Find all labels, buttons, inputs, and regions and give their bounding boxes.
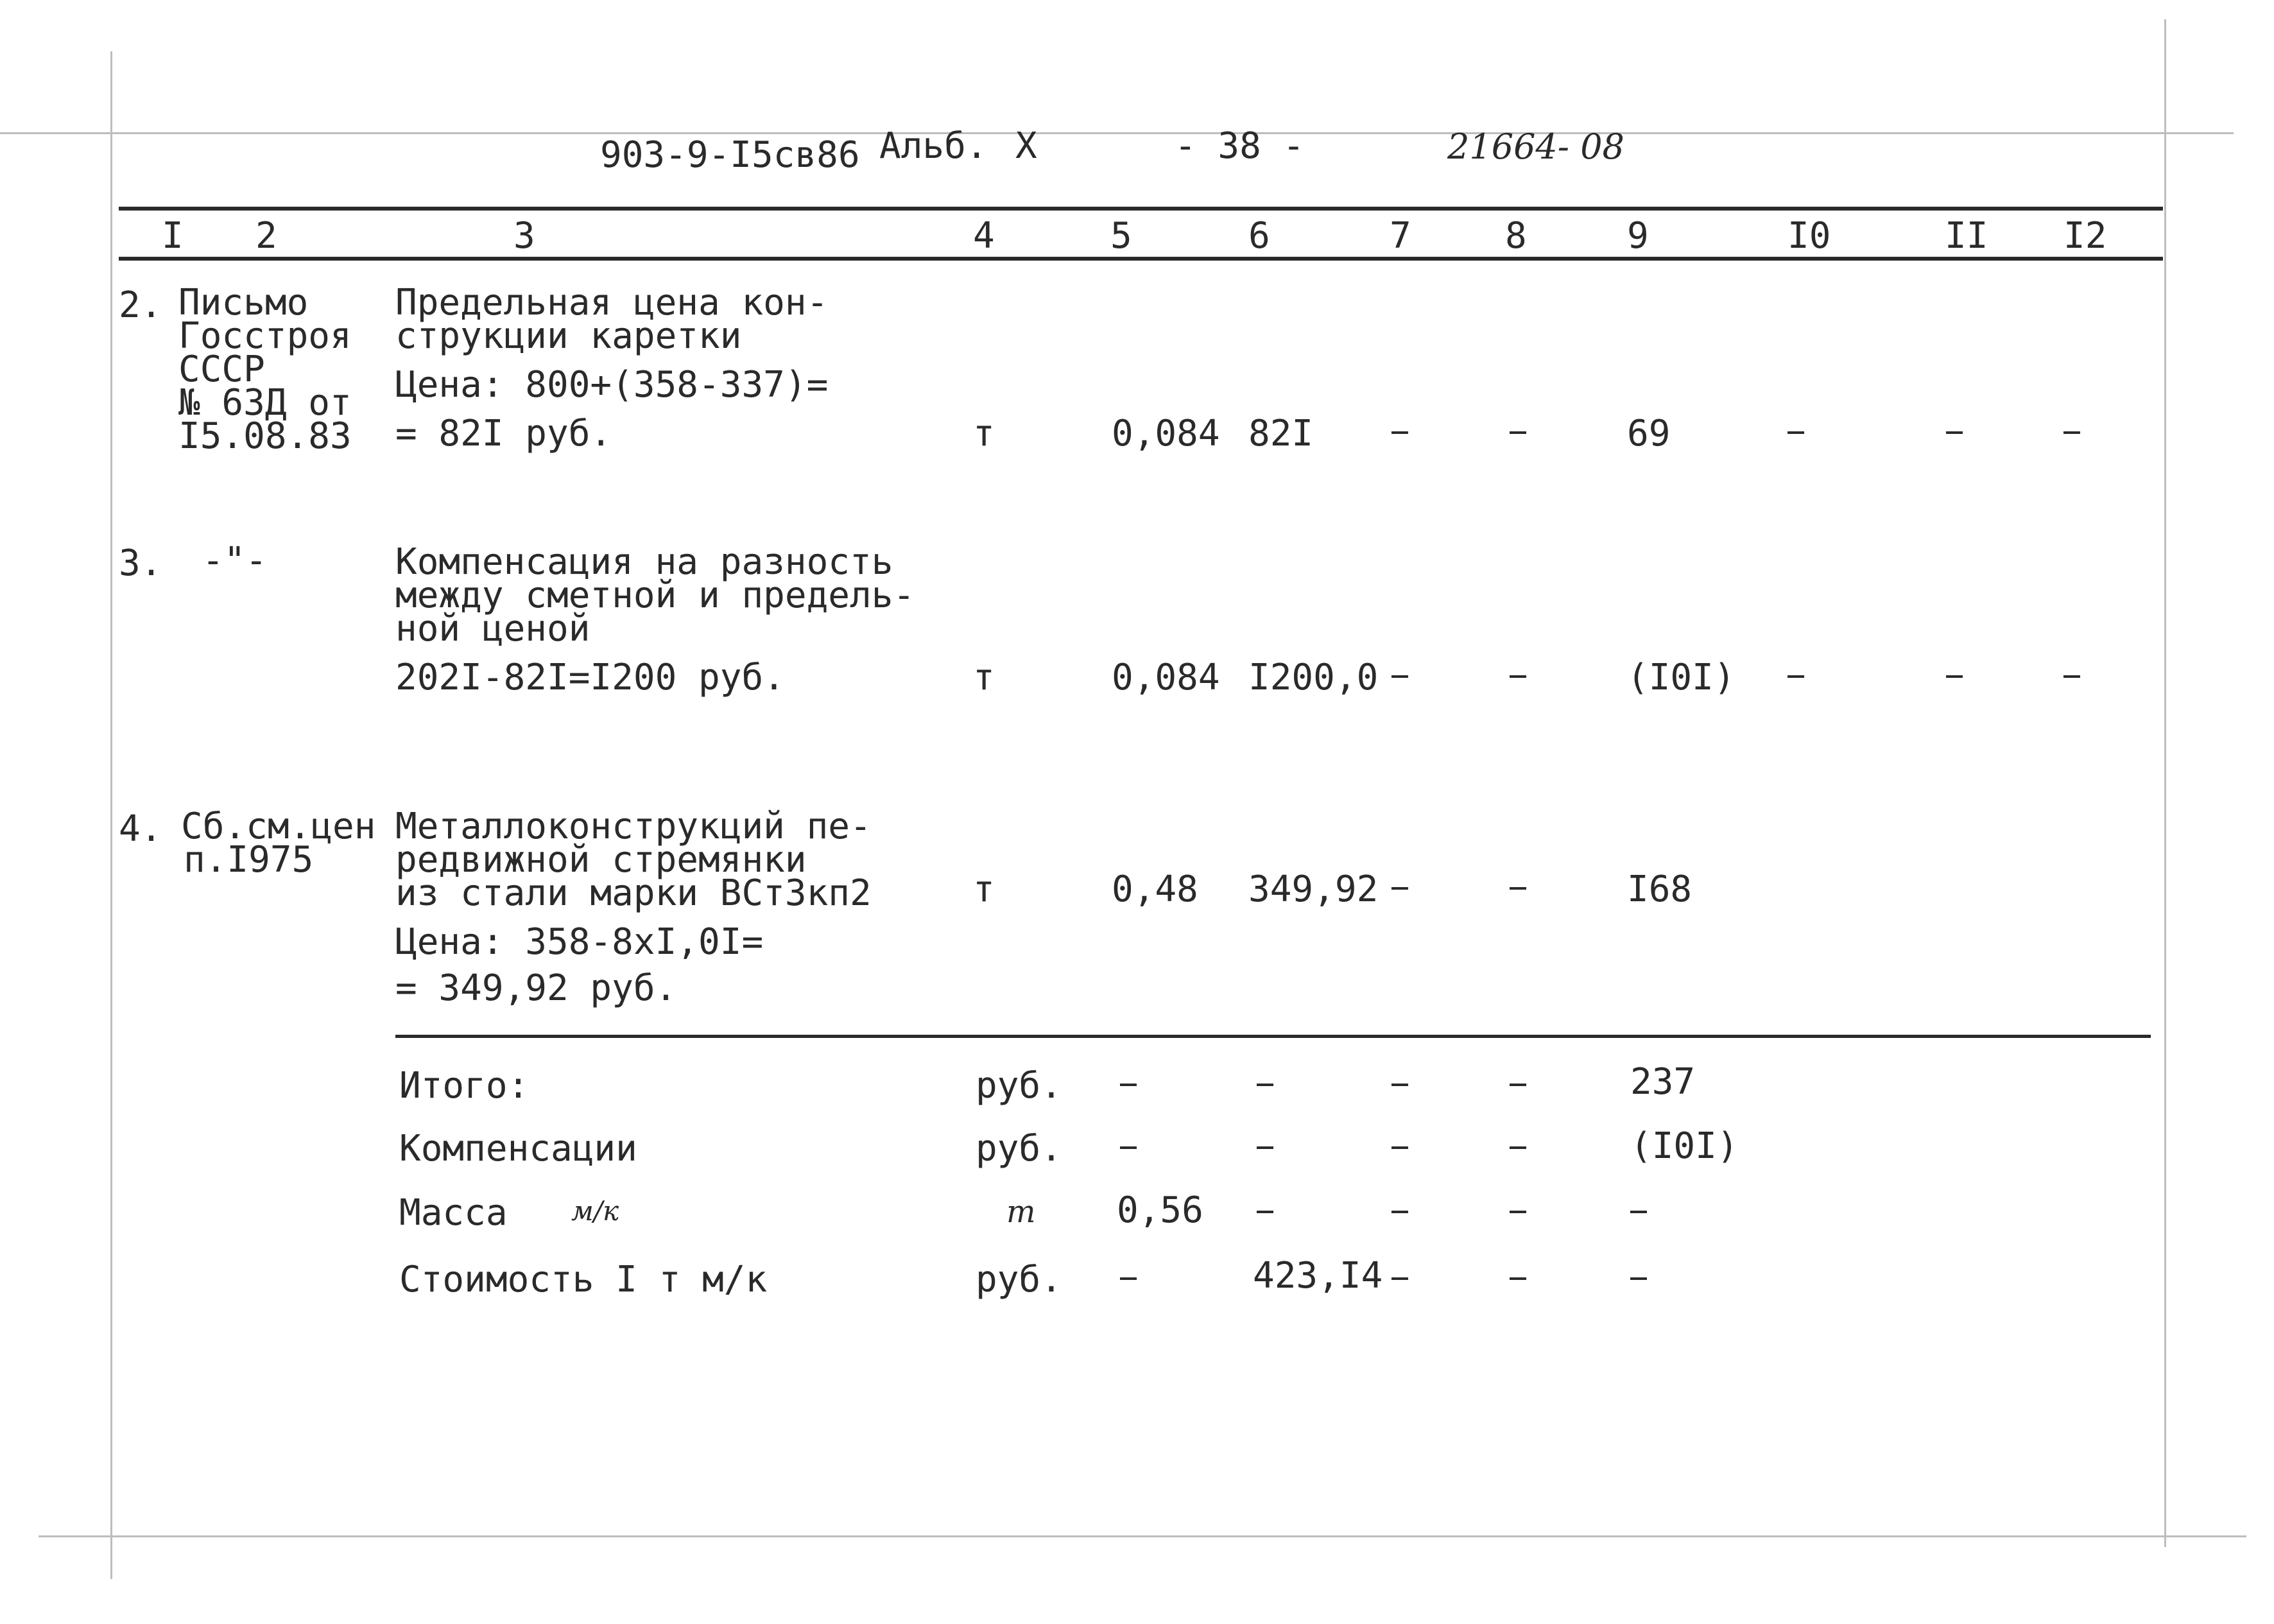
- row-unit: т: [973, 413, 995, 454]
- row-dash-11: [1946, 675, 1963, 678]
- row-quantity: 0,084: [1112, 657, 1220, 698]
- source-line: СССР: [178, 349, 265, 390]
- totals-rule: [395, 1035, 2151, 1038]
- totals-dash-5: [1120, 1277, 1137, 1280]
- row-number: 3.: [119, 542, 162, 584]
- totals-dash-9: [1630, 1277, 1647, 1280]
- row-description: [395, 806, 872, 914]
- totals-dash-5: [1120, 1084, 1137, 1086]
- source-line: I5.08.83: [178, 415, 352, 457]
- totals-dash-7: [1391, 1146, 1408, 1149]
- row-dash-10: [1787, 431, 1804, 434]
- description-line: Компенсация на разность: [395, 541, 893, 583]
- description-line: Металлоконструкций пе-: [395, 806, 872, 847]
- row-dash-10: [1787, 675, 1804, 678]
- totals-dash-8: [1510, 1277, 1526, 1280]
- col-head-4: 4: [973, 215, 995, 257]
- totals-dash-7: [1391, 1211, 1408, 1213]
- table-top-rule: [119, 207, 2163, 211]
- totals-cost: 237: [1630, 1061, 1696, 1103]
- totals-cost: (I0I): [1630, 1125, 1739, 1167]
- totals-unit: т: [1006, 1194, 1036, 1230]
- row-price: 82I: [1248, 413, 1314, 454]
- totals-dash-5: [1120, 1146, 1137, 1149]
- row-dash-7: [1391, 431, 1408, 434]
- totals-mass: 0,56: [1117, 1189, 1203, 1231]
- top-margin-line: [0, 132, 2234, 134]
- row-dash-11: [1946, 431, 1963, 434]
- source-line: Госстроя: [178, 315, 352, 357]
- totals-dash-7: [1391, 1084, 1408, 1086]
- row-dash-12: [2063, 431, 2080, 434]
- totals-unit: руб.: [976, 1128, 1062, 1170]
- row-quantity: 0,48: [1112, 868, 1198, 910]
- row-calc-line: Цена: 800+(358-337)=: [395, 364, 829, 406]
- row-dash-12: [2063, 675, 2080, 678]
- row-calc-line: = 82I руб.: [395, 413, 612, 454]
- description-line: из стали марки ВСт3кп2: [395, 872, 872, 914]
- col-head-7: 7: [1390, 215, 1411, 257]
- row-unit: т: [973, 868, 995, 910]
- left-margin-line: [110, 51, 112, 1579]
- totals-label: Итого:: [399, 1065, 530, 1107]
- description-line: Предельная цена кон-: [395, 282, 829, 324]
- row-dash-8: [1510, 431, 1526, 434]
- doc-code: 903-9-I5св86: [600, 134, 860, 176]
- totals-label: Компенсации: [399, 1128, 637, 1170]
- description-line: между сметной и предель-: [395, 574, 915, 616]
- source-line: Письмо: [178, 282, 309, 324]
- totals-unit: руб.: [976, 1065, 1062, 1107]
- row-number: 4.: [119, 808, 162, 850]
- album-label: Альб.: [879, 125, 988, 167]
- row-source: [181, 806, 376, 881]
- col-head-9: 9: [1627, 215, 1649, 257]
- col-head-3: 3: [513, 215, 535, 257]
- col-head-5: 5: [1110, 215, 1132, 257]
- row-quantity: 0,084: [1112, 413, 1220, 454]
- page-number: - 38 -: [1175, 125, 1305, 167]
- row-calc-line: = 349,92 руб.: [395, 967, 677, 1009]
- totals-dash-6: [1257, 1211, 1273, 1213]
- row-price: 349,92: [1248, 868, 1379, 910]
- source-line: Сб.см.цен: [181, 806, 376, 847]
- row-source: -"-: [202, 540, 268, 582]
- row-number: 2.: [119, 284, 162, 326]
- row-cost: (I0I): [1627, 657, 1736, 698]
- row-price: I200,0: [1248, 657, 1379, 698]
- row-cost: 69: [1627, 413, 1671, 454]
- row-dash-8: [1510, 675, 1526, 678]
- inventory-number: 21664- 08: [1447, 126, 1624, 167]
- table-header-rule: [119, 257, 2163, 261]
- row-description: [395, 282, 829, 357]
- totals-unit: руб.: [976, 1259, 1062, 1300]
- row-calc-line: Цена: 358-8хI,0I=: [395, 921, 764, 963]
- col-head-8: 8: [1505, 215, 1527, 257]
- row-dash-8: [1510, 887, 1526, 890]
- row-unit: т: [973, 657, 995, 698]
- col-head-12: I2: [2063, 215, 2107, 257]
- description-line: ной ценой: [395, 608, 590, 650]
- description-line: струкции каретки: [395, 315, 742, 357]
- source-line: п.I975: [184, 839, 314, 881]
- totals-dash-6: [1257, 1084, 1273, 1086]
- totals-label: Стоимость I т м/к: [399, 1259, 768, 1300]
- row-calc-line: 202I-82I=I200 руб.: [395, 657, 785, 698]
- totals-dash-8: [1510, 1084, 1526, 1086]
- col-head-11: II: [1945, 215, 1988, 257]
- row-cost: I68: [1627, 868, 1693, 910]
- row-source: [178, 282, 352, 457]
- source-line: № 63Д от: [178, 382, 352, 424]
- row-dash-7: [1391, 887, 1408, 890]
- bottom-margin-line: [39, 1535, 2246, 1537]
- totals-unit-cost: 423,I4: [1253, 1255, 1383, 1297]
- col-head-10: I0: [1787, 215, 1831, 257]
- row-description: [395, 541, 915, 650]
- row-dash-7: [1391, 675, 1408, 678]
- totals-label: Масса: [399, 1192, 508, 1234]
- description-line: редвижной стремянки: [395, 839, 807, 881]
- right-margin-line: [2164, 19, 2166, 1547]
- totals-dash-8: [1510, 1211, 1526, 1213]
- totals-dash-9: [1630, 1211, 1647, 1213]
- col-head-2: 2: [255, 215, 277, 257]
- album-number: X: [1015, 125, 1037, 167]
- totals-dash-8: [1510, 1146, 1526, 1149]
- totals-dash-7: [1391, 1277, 1408, 1280]
- totals-dash-6: [1257, 1146, 1273, 1149]
- col-head-1: I: [162, 215, 184, 257]
- col-head-6: 6: [1248, 215, 1270, 257]
- totals-note: м/к: [571, 1195, 619, 1227]
